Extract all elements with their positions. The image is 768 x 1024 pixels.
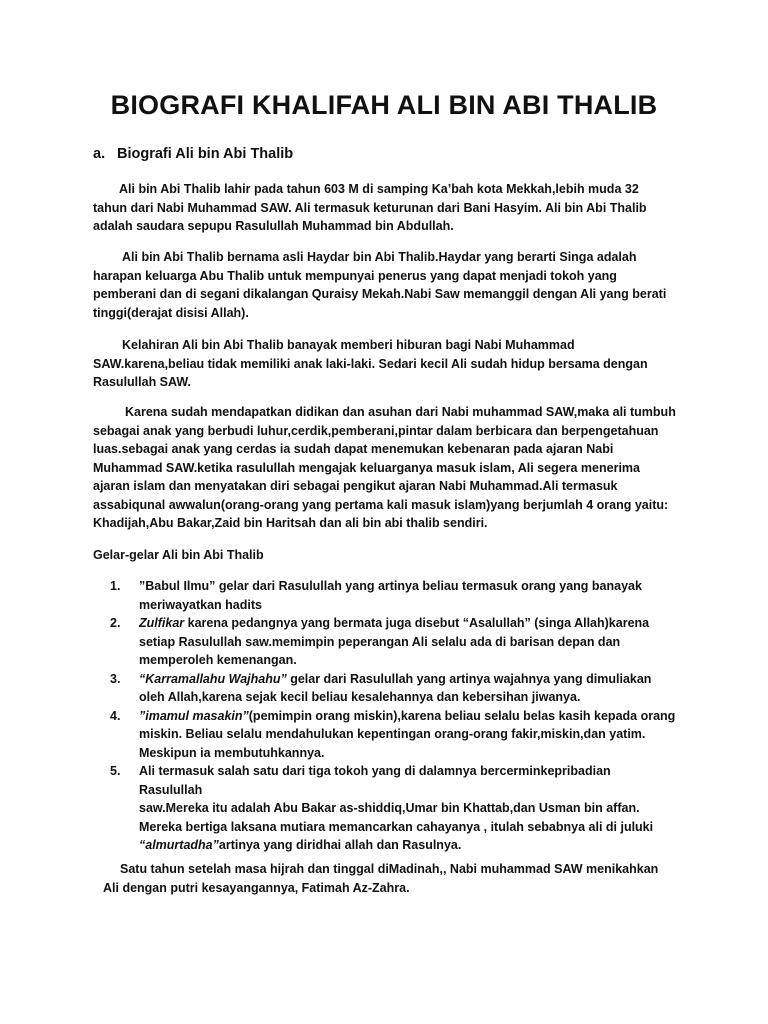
- paragraph-line: Satu tahun setelah masa hijrah dan tinggal diMadinah,, Nabi muhammad SAW menikahkan: [120, 862, 659, 876]
- list-item: [110, 614, 676, 670]
- list-item-text: memperoleh kemenangan.: [139, 653, 297, 667]
- list-item-text: Ali termasuk salah satu dari tiga tokoh yang di dalamnya bercerminkepribadian Rasulullah: [139, 764, 611, 797]
- paragraph-line: luas.sebagai anak yang cerdas ia sudah dapat menemukan kebenaran pada ajaran Nabi: [93, 442, 614, 456]
- paragraph-line: Karena sudah mendapatkan didikan dan asuhan dari Nabi muhammad SAW,maka ali tumbuh: [125, 405, 676, 419]
- list-item: [110, 707, 676, 763]
- paragraph-line: harapan keluarga Abu Thalib untuk mempunyai penerus yang dapat menjadi tokoh yang: [93, 268, 617, 283]
- paragraph-line: Ali dengan putri kesayangannya, Fatimah Az-Zahra.: [103, 880, 410, 895]
- list-number: 4.: [110, 708, 121, 723]
- list-number: 3.: [110, 671, 121, 686]
- list-number: 2.: [110, 616, 121, 630]
- paragraph-line: SAW.karena,beliau tidak memiliki anak laki-laki. Sedari kecil Ali sudah hidup bersama dengan: [93, 356, 648, 371]
- list-item-lead: “Karramallahu Wajhahu”: [139, 671, 287, 686]
- list-item-text: setiap Rasulullah saw.memimpin peperangan Ali selalu ada di barisan depan dan: [139, 634, 621, 649]
- section-marker: a.: [93, 146, 106, 162]
- paragraph-education: [93, 403, 693, 533]
- list-number: 5.: [110, 764, 121, 778]
- list-item-text: gelar dari Rasulullah yang artinya beliau termasuk orang yang banayak: [215, 579, 642, 593]
- paragraph-line: tahun dari Nabi Muhammad SAW. Ali termasuk keturunan dari Bani Hasyim. Ali bin Abi Thalib: [93, 200, 647, 215]
- list-item: [110, 670, 676, 707]
- section-heading-text: Biografi Ali bin Abi Thalib: [117, 146, 294, 162]
- list-item-lead: Zulfikar: [139, 616, 185, 630]
- list-item-text: Meskipun ia membutuhkannya.: [139, 745, 325, 760]
- paragraph-marriage: [103, 860, 693, 897]
- paragraph-line: Kelahiran Ali bin Abi Thalib banayak memberi hiburan bagi Nabi Muhammad: [122, 338, 575, 352]
- list-item-lead: ”imamul masakin”: [139, 708, 249, 723]
- paragraph-line: pemberani dan di segani dikalangan Quraisy Mekah.Nabi Saw memanggil dengan Ali yang berati: [93, 287, 667, 301]
- list-item-text: Mereka bertiga laksana mutiara memancarkan cahayanya , itulah sebabnya ali di juluki: [139, 819, 654, 834]
- list-item-text: (pemimpin orang miskin),karena beliau selalu belas kasih kepada orang: [248, 708, 676, 723]
- list-item-text: meriwayatkan hadits: [139, 597, 262, 612]
- list-item-text: karena pedangnya yang bermata juga disebut “Asalullah” (singa Allah)karena: [184, 616, 650, 630]
- paragraph-line: Ali bin Abi Thalib bernama asli Haydar bin Abi Thalib.Haydar yang berarti Singa adalah: [122, 250, 637, 264]
- paragraph-line: adalah saudara sepupu Rasulullah Muhammad bin Abdullah.: [93, 219, 454, 233]
- list-item-text: oleh Allah,karena sejak kecil beliau kesalehannya dan kebersihan jiwanya.: [139, 690, 581, 704]
- paragraph-line: Khadijah,Abu Bakar,Zaid bin Haritsah dan ali bin abi thalib sendiri.: [93, 516, 488, 530]
- gelar-heading: Gelar-gelar Ali bin Abi Thalib: [93, 548, 264, 562]
- paragraph-line: ajaran islam dan menyatakan diri sebagai pengikut ajaran Nabi Muhammad.Ali termasuk: [93, 479, 618, 493]
- section-heading: [93, 146, 293, 162]
- list-item: [110, 762, 676, 855]
- list-number: 1.: [110, 579, 121, 593]
- list-item-text: saw.Mereka itu adalah Abu Bakar as-shiddiq,Umar bin Khattab,dan Usman bin affan.: [139, 801, 640, 815]
- paragraph-line: tinggi(derajat disisi Allah).: [93, 305, 249, 320]
- list-item-lead: ”Babul Ilmu”: [139, 579, 216, 593]
- paragraph-name: [93, 248, 693, 322]
- paragraph-line: Rasulullah SAW.: [93, 375, 191, 389]
- paragraph-line: Muhammad SAW.ketika rasulullah mengajak keluarganya masuk islam, Ali segera menerima: [93, 460, 640, 475]
- list-item-text: miskin. Beliau selalu mendahulukan kepentingan orang-orang fakir,miskin,dan yatim.: [139, 727, 646, 741]
- page-title: BIOGRAFI KHALIFAH ALI BIN ABI THALIB: [110, 90, 658, 120]
- paragraph-line: Ali bin Abi Thalib lahir pada tahun 603 M di samping Ka’bah kota Mekkah,lebih muda 32: [119, 182, 639, 196]
- gelar-list: [110, 577, 676, 855]
- paragraph-childhood: [93, 336, 693, 392]
- list-item: [110, 577, 676, 614]
- paragraph-line: assabiqunal awwalun(orang-orang yang pertama kali masuk islam)yang berjumlah 4 orang yaitu:: [93, 497, 669, 512]
- list-item-text: gelar dari Rasulullah yang artinya wajahnya yang dimuliakan: [286, 671, 652, 686]
- list-item-text: artinya yang diridhai allah dan Rasulnya.: [218, 838, 462, 852]
- paragraph-line: sebagai anak yang berbudi luhur,cerdik,pemberani,pintar dalam berbicara dan berpengetahuan: [93, 423, 659, 438]
- paragraph-birth: [93, 180, 693, 236]
- list-item-lead: “almurtadha”: [139, 838, 219, 852]
